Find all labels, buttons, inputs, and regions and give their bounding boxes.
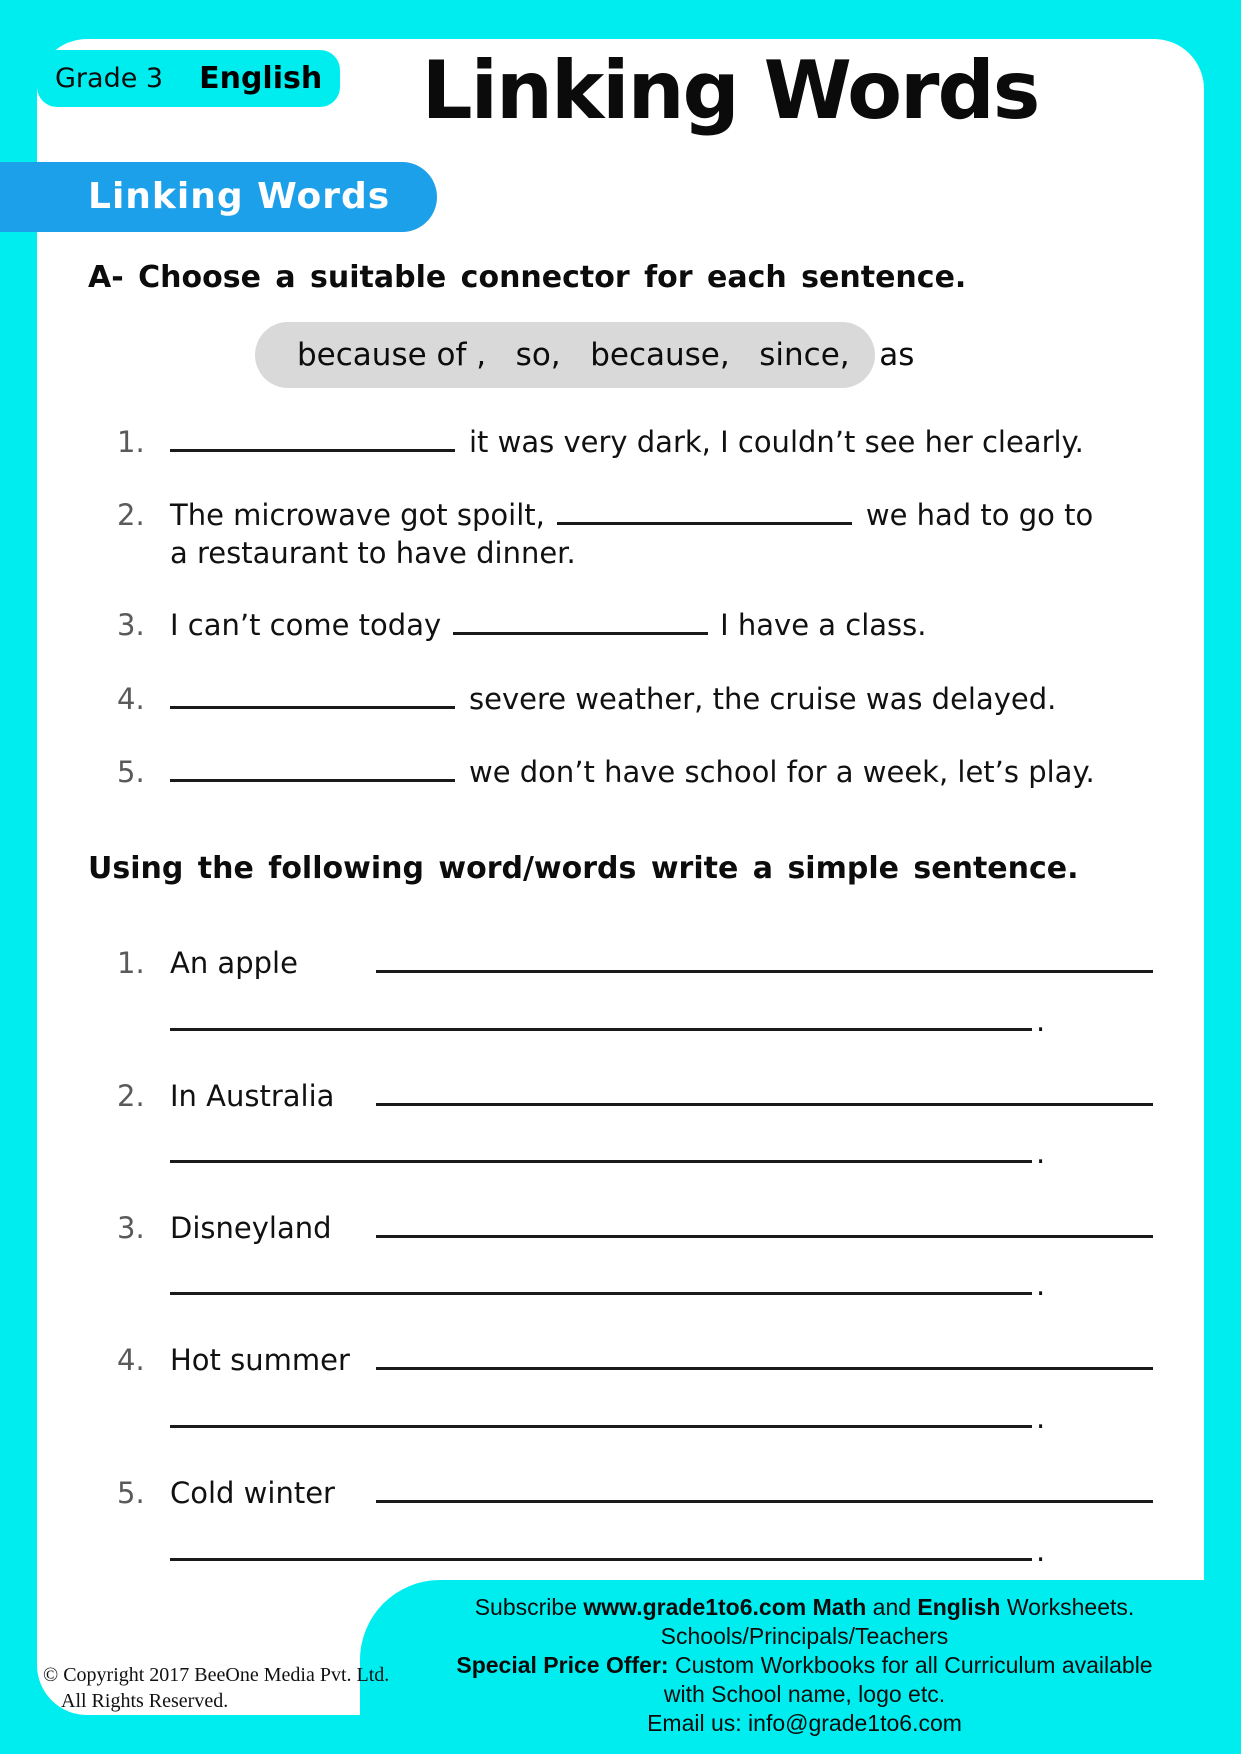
- item-number: 2.: [117, 1079, 145, 1113]
- word-bank: because of , so, because, since, as: [255, 322, 875, 388]
- item-number: 4.: [117, 1343, 145, 1377]
- grade-subject-pill: [37, 50, 340, 107]
- writing-line: [170, 1528, 1032, 1561]
- exercise-row-2: [117, 498, 1093, 532]
- copyright-notice: [43, 1662, 389, 1714]
- writing-line: [170, 1262, 1032, 1295]
- sentence-prompt: Hot summer: [170, 1343, 350, 1377]
- item-number: 4.: [117, 682, 145, 716]
- prompt-row-2: [117, 1079, 1153, 1113]
- answer-blank: [170, 771, 455, 782]
- section-a-heading: A- Choose a suitable connector for each sentence.: [88, 260, 967, 295]
- promo-line-audience: Schools/Principals/Teachers: [660, 1623, 949, 1649]
- sentence-text: we had to go to: [865, 498, 1094, 532]
- prompt-row-4: [117, 1343, 1153, 1377]
- writing-line: [170, 1130, 1032, 1163]
- line-end-period: .: [1036, 1268, 1046, 1302]
- sentence-text-wrap: a restaurant to have dinner.: [170, 536, 576, 570]
- writing-line-row: [170, 1528, 1045, 1568]
- exercise-row-3: [117, 608, 926, 642]
- sentence-prompt: An apple: [170, 946, 298, 980]
- item-number: 5.: [117, 755, 145, 789]
- writing-line: [376, 1095, 1153, 1106]
- item-number: 1.: [117, 946, 145, 980]
- sentence-text: I can’t come today: [170, 608, 442, 642]
- copyright-line-2: All Rights Reserved.: [61, 1690, 229, 1712]
- writing-line: [376, 1492, 1153, 1503]
- line-end-period: .: [1036, 1004, 1046, 1038]
- sentence-text: The microwave got spoilt,: [170, 498, 545, 532]
- sentence-text: it was very dark, I couldn’t see her clearly.: [469, 425, 1084, 459]
- promo-site-bold: www.grade1to6.com Math: [583, 1594, 867, 1620]
- prompt-row-5: [117, 1476, 1153, 1510]
- subject-label: English: [199, 61, 323, 96]
- writing-line: [170, 998, 1032, 1031]
- sentence-prompt: In Australia: [170, 1079, 335, 1113]
- page-title: Linking Words: [421, 44, 1039, 137]
- writing-line: [170, 1395, 1032, 1428]
- footer-promo: [360, 1580, 1241, 1754]
- writing-line-row: [170, 998, 1045, 1038]
- promo-english-bold: English: [917, 1594, 1001, 1620]
- promo-line-custom: with School name, logo etc.: [663, 1681, 946, 1707]
- item-number: 3.: [117, 608, 145, 642]
- writing-line: [376, 1359, 1153, 1370]
- copyright-line-1: © Copyright 2017 BeeOne Media Pvt. Ltd.: [43, 1664, 390, 1686]
- sentence-text: severe weather, the cruise was delayed.: [469, 682, 1057, 716]
- writing-line: [376, 962, 1153, 973]
- item-number: 1.: [117, 425, 145, 459]
- sentence-text: we don’t have school for a week, let’s play.: [469, 755, 1095, 789]
- exercise-row-4: [117, 682, 1056, 716]
- writing-line-row: [170, 1262, 1045, 1302]
- sentence-prompt: Disneyland: [170, 1211, 332, 1245]
- promo-line-subscribe: Subscribe www.grade1to6.com Math and English Worksheets.: [474, 1594, 1135, 1620]
- promo-line-email: Email us: info@grade1to6.com: [647, 1710, 962, 1736]
- writing-line: [376, 1227, 1153, 1238]
- answer-blank: [453, 624, 708, 635]
- line-end-period: .: [1036, 1401, 1046, 1435]
- exercise-row-5: [117, 755, 1095, 789]
- section-b-heading: Using the following word/words write a simple sentence.: [88, 851, 1079, 886]
- item-number: 3.: [117, 1211, 145, 1245]
- item-number: 2.: [117, 498, 145, 532]
- writing-line-row: [170, 1395, 1045, 1435]
- line-end-period: .: [1036, 1136, 1046, 1170]
- item-number: 5.: [117, 1476, 145, 1510]
- answer-blank: [170, 441, 455, 452]
- sentence-text: I have a class.: [720, 608, 927, 642]
- answer-blank: [557, 514, 852, 525]
- writing-line-row: [170, 1130, 1045, 1170]
- line-end-period: .: [1036, 1534, 1046, 1568]
- prompt-row-1: [117, 946, 1153, 980]
- exercise-row-1: [117, 425, 1084, 459]
- section-banner: Linking Words: [0, 162, 437, 232]
- promo-line-offer: Special Price Offer: Custom Workbooks for all Curriculum available: [456, 1652, 1153, 1678]
- offer-bold: Special Price Offer:: [456, 1652, 669, 1678]
- answer-blank: [170, 698, 455, 709]
- sentence-prompt: Cold winter: [170, 1476, 335, 1510]
- grade-label: Grade 3: [55, 63, 164, 94]
- prompt-row-3: [117, 1211, 1153, 1245]
